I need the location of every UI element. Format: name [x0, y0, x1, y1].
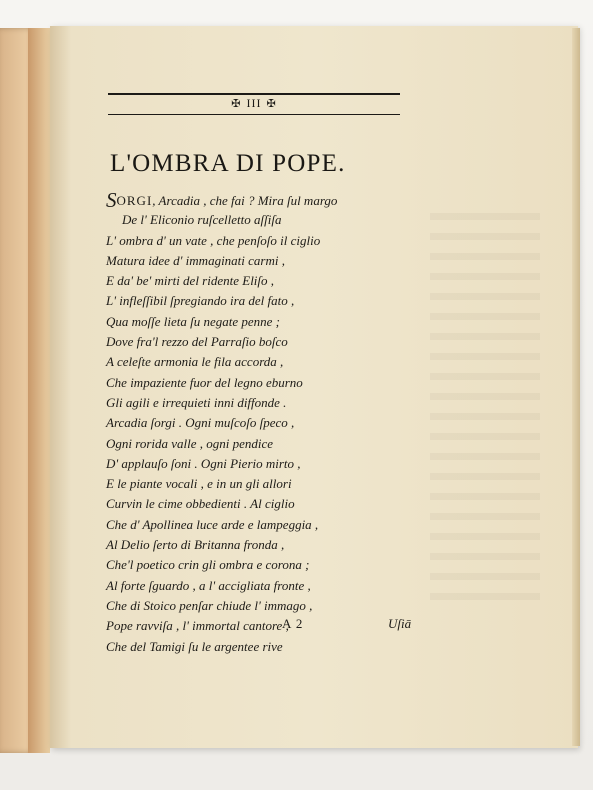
poem-line: Al Delio ſerto di Britanna fronda , — [106, 537, 285, 553]
initial-letter: S — [106, 188, 117, 212]
poem-line: Che impaziente fuor del legno eburno — [106, 374, 303, 390]
poem-line: De l' Eliconio ruſcelletto aſſiſa — [122, 212, 282, 228]
facing-page-spine — [28, 28, 50, 753]
poem-line: Pope ravviſa , l' immortal cantore , — [106, 618, 289, 634]
poem-line: Qua moſſe lieta ſu negate penne ; — [106, 313, 281, 329]
poem-line: Al forte ſguardo , a l' accigliata fronte , — [106, 577, 311, 593]
ornament-left-icon: ✠ — [231, 97, 242, 110]
poem-line: Arcadia ſorgi . Ogni muſcoſo ſpeco , — [106, 415, 295, 431]
page-title: L'OMBRA DI POPE. — [110, 150, 346, 177]
poem-line: Curvin le cime obbedienti . Al ciglio — [106, 496, 295, 512]
poem-line: E le piante vocali , e in un gli allori — [106, 476, 292, 492]
poem-line: A celeſte armonia le fila accorda , — [106, 354, 284, 370]
poem-line: D' applauſo ſoni . Ogni Pierio mirto , — [106, 455, 301, 471]
poem-line: Che'l poetico crin gli ombra e corona ; — [106, 557, 310, 573]
poem-line: Che d' Apollinea luce arde e lampeggia , — [106, 516, 319, 532]
poem-line: Dove fra'l rezzo del Parraſio boſco — [106, 334, 288, 350]
header-rule-top — [108, 93, 400, 95]
poem-line — [106, 190, 436, 210]
first-line-rest: , Arcadia , che fai ? Mira ſul margo — [152, 193, 338, 208]
poem-text — [106, 190, 436, 657]
first-word: ORGI — [116, 193, 153, 208]
poem-line: L' ombra d' un vate , che penſoſo il ciglio — [106, 232, 321, 248]
header-rule-bottom — [108, 114, 400, 115]
page-number: III — [246, 96, 262, 110]
catchword: Uſiā — [388, 616, 412, 631]
ornament-right-icon: ✠ — [266, 97, 277, 110]
poem-line: L' infleſſibil ſpregiando ira del fato , — [106, 293, 295, 309]
poem-line: Matura idee d' immaginati carmi , — [106, 252, 285, 268]
poem-line: Ogni rorida valle , ogni pendice — [106, 435, 274, 451]
poem-line: Che di Stoico penſar chiude l' immago , — [106, 597, 313, 613]
signature-mark: A 2 — [282, 616, 304, 631]
poem-line: Che del Tamigi ſu le argentee rive — [106, 638, 283, 654]
running-header — [108, 96, 400, 111]
poem-line: Gli agili e irrequieti inni diffonde . — [106, 394, 287, 410]
poem-line: E da' be' mirti del ridente Eliſo , — [106, 273, 275, 289]
ink-show-through — [430, 200, 540, 610]
page-fore-edge — [572, 28, 580, 746]
